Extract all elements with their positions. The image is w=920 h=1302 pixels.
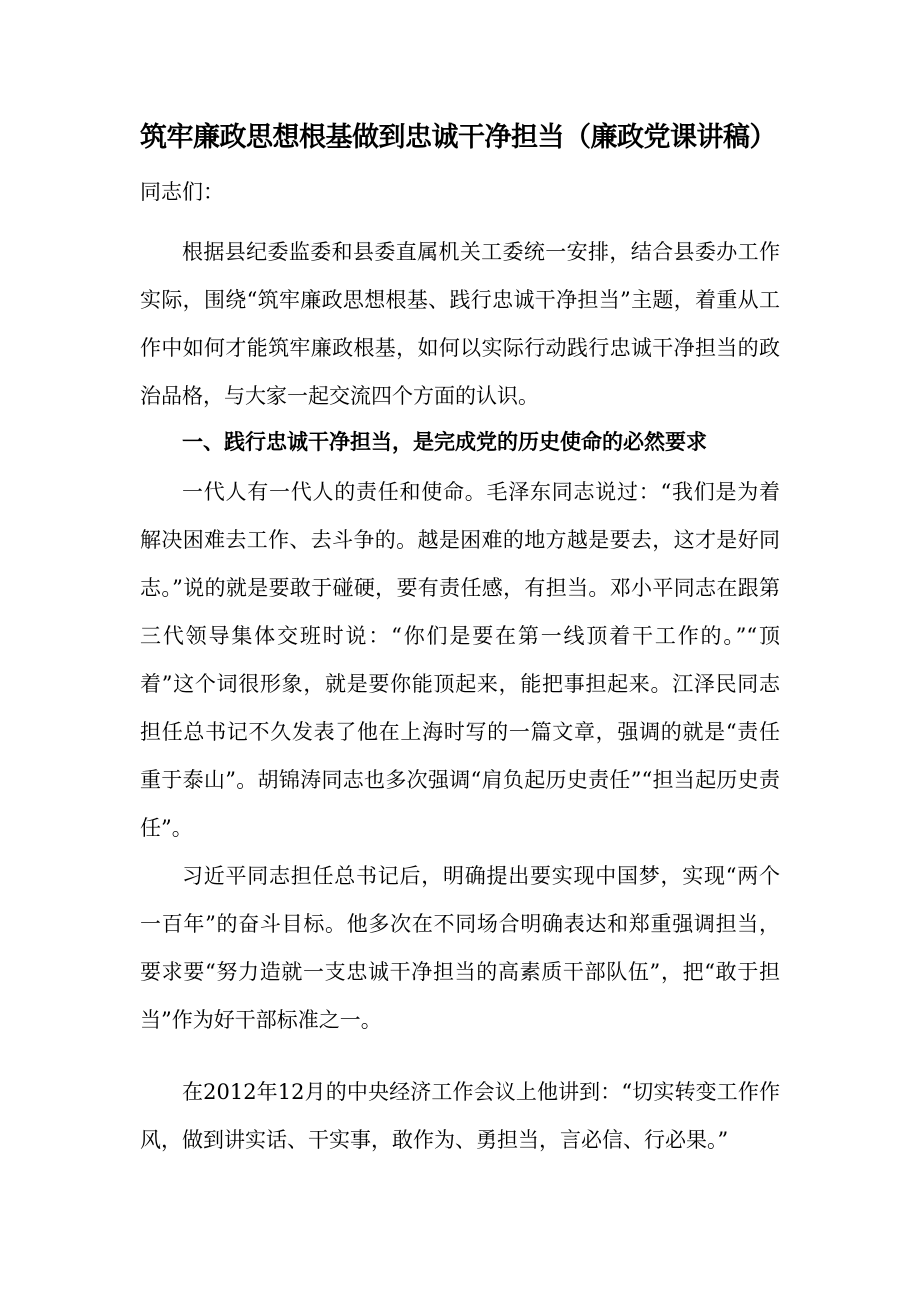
document-title: 筑牢廉政思想根基做到忠诚干净担当（廉政党课讲稿）	[140, 122, 776, 153]
section-heading-1: 一、践行忠诚干净担当，是完成党的历史使命的必然要求	[182, 430, 707, 454]
paragraph-intro: 根据县纪委监委和县委直属机关工委统一安排，结合县委办工作实际，围绕“筑牢廉政思想根基、践行忠诚干净担当”主题，着重从工作中如何才能筑牢廉政根基，如何以实际行动践行忠诚干净担当的政治品格，与大家一起交流四个方面的认识。	[140, 240, 780, 408]
paragraph-xi-jinping: 习近平同志担任总书记后，明确提出要实现中国梦，实现“两个一百年”的奋斗目标。他多次在不同场合明确表达和郑重强调担当，要求要“努力造就一支忠诚干净担当的高素质干部队伍”，把“敢于担当”作为好干部标准之一。	[140, 864, 780, 1032]
salutation: 同志们：	[140, 180, 224, 204]
paragraph-economic-conference: 在2012年12月的中央经济工作会议上他讲到：“切实转变工作作风，做到讲实话、干实事，敢作为、勇担当，言必信、行必果。”	[140, 1080, 780, 1152]
paragraph-responsibility: 一代人有一代人的责任和使命。毛泽东同志说过：“我们是为着解决困难去工作、去斗争的。越是困难的地方越是要去，这才是好同志。”说的就是要敢于碰硬，要有责任感，有担当。邓小平同志在跟第三代领导集体交班时说：“你们是要在第一线顶着干工作的。”“顶着”这个词很形象，就是要你能顶起来，能把事担起来。江泽民同志担任总书记不久发表了他在上海时写的一篇文章，强调的就是“责任重于泰山”。胡锦涛同志也多次强调“肩负起历史责任”“担当起历史责任”。	[140, 480, 780, 840]
